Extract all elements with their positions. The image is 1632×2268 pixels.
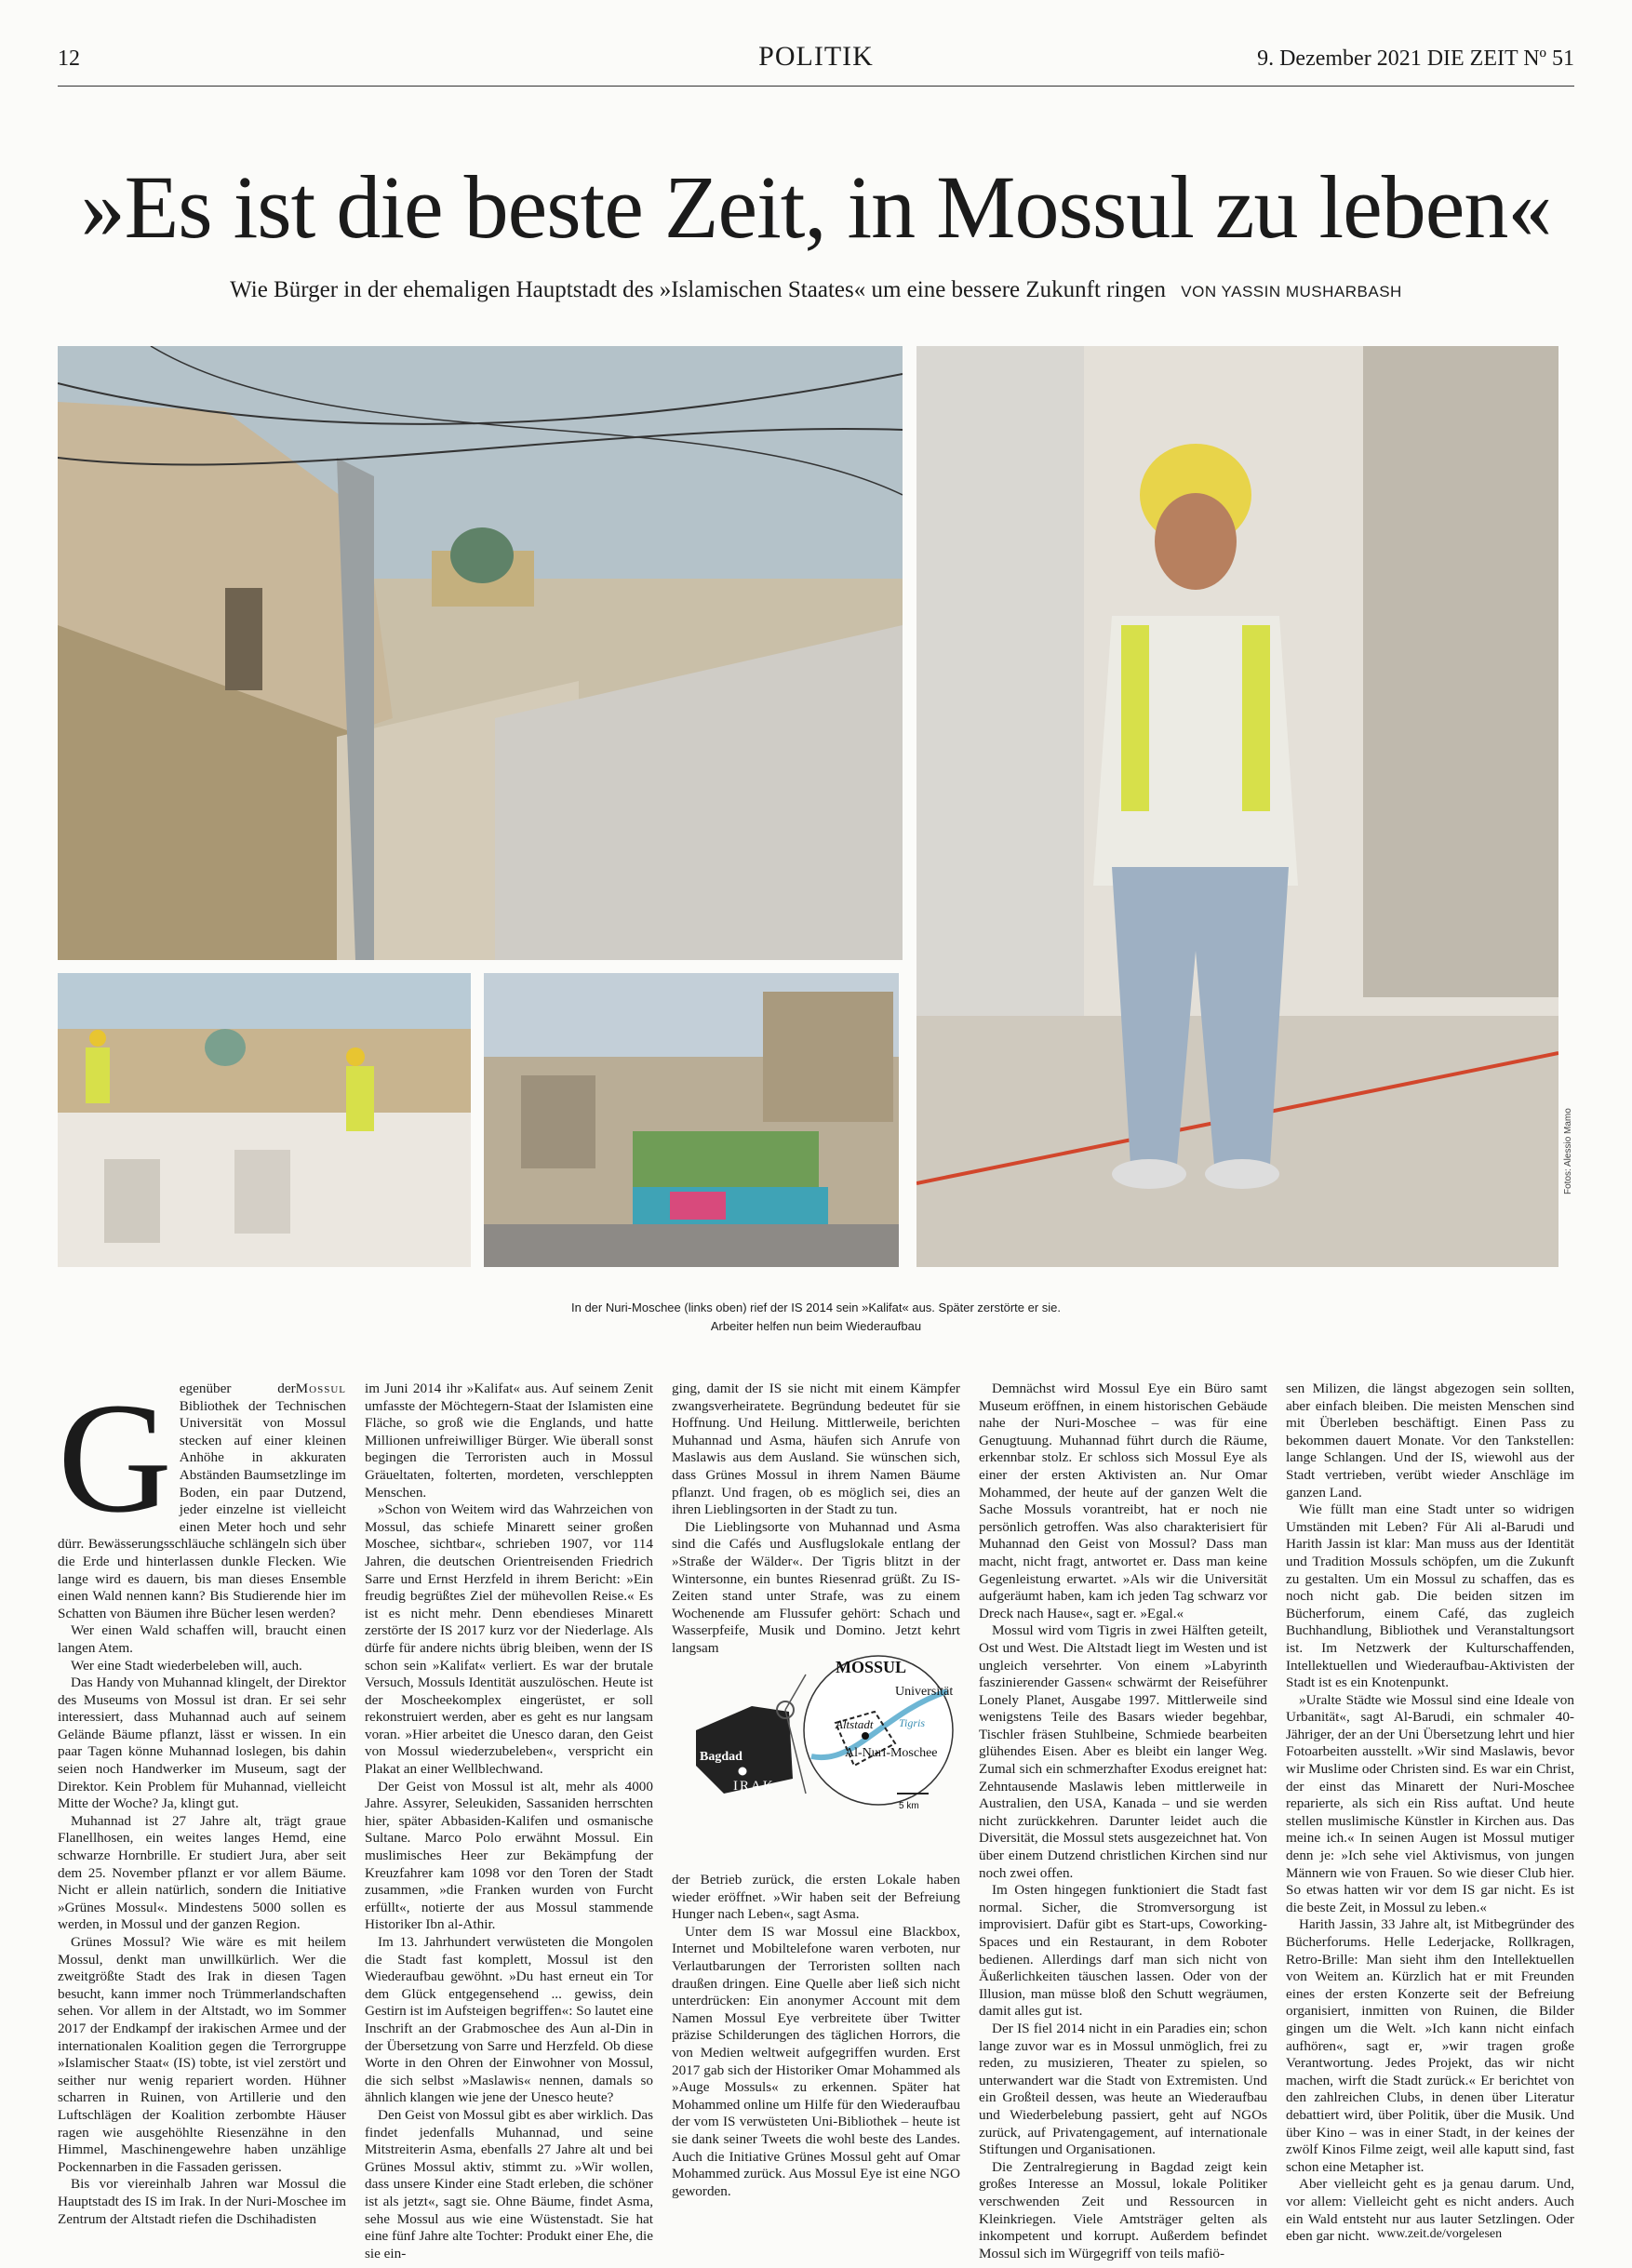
- paragraph: Wer eine Stadt wiederbeleben will, auch.: [71, 1657, 302, 1674]
- paragraph: Der IS fiel 2014 nicht in ein Paradies ein; schon lange zuvor war es in Mossul unmöglich, frei zu reden, zu musizieren, Theater zu spielen, so unterwandert war die Stadt von Extremisten. Und ein Großteil dessen, was heute an Wiederaufbau und Wiederbelebung passiert, geht auf NGOs zurück, auf Privatengagement, auf internationale Stiftungen und Organisationen.: [979, 2020, 1267, 2158]
- paragraph: »Schon von Weitem wird das Wahrzeichen von Mossul, das schiefe Minarett seiner großen Moschee, sichtbar«, schrieben 1907, vor 114 Jahren, die deutschen Orientreisenden Friedrich Sarre und Ernst Herzfeld in ihrem Bericht: »Ein freudig begrüßtes Ziel der mühevollen Reise.« Es ist es nicht mehr. Denn ebendieses Minarett zerstörte der IS 2017 kurz vor der Niederlage. Als dürfe für andere nichts übrig bleiben, wenn der IS schon sein »Kalifat« verliert. Es war der brutale Versuch, Mossuls Identität auszulöschen. Heute ist der Moscheekomplex eingerüstet, er soll rekonstruiert werden, aber es geht es nur langsam voran. »Hier arbeitet die Unesco daran, den Geist von Mossul wiederzubeleben«, verspricht ein Plakat an einer Wellblechwand.: [365, 1501, 653, 1778]
- map-label-capital: Bagdad: [700, 1750, 742, 1764]
- paragraph: Wie füllt man eine Stadt unter so widrigen Umständen mit Leben? Für Ali al-Barudi und Harith Jassin ist klar: Man muss aus der Identität und Tradition Mossuls schöpfen, um die Zukunft zu gestalten. Um ein Mossul zu schaffen, das es noch nicht gab. Die beiden sitzen im Bücherforum, einem Café, das zugleich Buchhandlung, Bibliothek und Veranstaltungsort ist. Im Netzwerk der Kulturschaffenden, Intellektuellen und Wiederaufbau-Aktivisten der Stadt ist es ein Knotenpunkt.: [1286, 1501, 1574, 1691]
- page-number: 12: [58, 47, 80, 71]
- article-column-1: [58, 1370, 347, 2228]
- paragraph: Grünes Mossul? Wie wäre es mit heilem Mossul, denkt man unwillkürlich. Wer die zweitgrößte Stadt des Irak in diesen Tagen besucht, kann immer noch Trümmerlandschaften sehen. Vor allem in der Altstadt, wo im Sommer 2017 der Endkampf der irakischen Armee und der internationalen Koalition gegen die Terrorgruppe »Islamischer Staat« (IS) tobte, ist viel zerstört und seither nur wenig repariert worden. Hühner scharren in Ruinen, von Artillerie und den Luftschlägen der Koalition zerbombte Häuser ragen wie ausgehöhlte Riesenzähne in den Himmel, Maschinengewehre haben unzählige Pockennarben in die Fassaden gerissen.: [58, 1934, 346, 2175]
- article-column-4: [979, 1381, 1267, 2262]
- paragraph: Im Osten hingegen funktioniert die Stadt fast normal. Sicher, die Stromversorgung ist improvisiert. Dafür gibt es Start-ups, Coworking-Spaces und ein Restaurant, in dem Roboter bedienen. Allerdings darf man sich nicht von Äußerlichkeiten täuschen lassen. Oder von der Illusion, man müsse bloß den Schutt wegräumen, damit alles gut ist.: [979, 1882, 1267, 2020]
- article-column-3-top: [672, 1381, 960, 1658]
- paragraph: Aber vielleicht geht es ja genau darum. Und, vor allem: Vielleicht geht es nicht anders. Auch ein Wald entsteht nur aus lauter Setzlingen. Oder eben gar nicht.: [1286, 2176, 1574, 2245]
- paragraph: Wer einen Wald schaffen will, braucht einen langen Atem.: [58, 1622, 346, 1656]
- paragraph: Im 13. Jahrhundert verwüsteten die Mongolen die Stadt fast komplett, Mossul ist den Wiederaufbau gewöhnt. »Du hast erneut ein Tor dem Glück entgegensehend ... gewiss, dein Gestirn ist im Aufsteigen begriffen«: So lautet eine Inschrift an der Grabmoschee des Aun al-Din in der Übersetzung von Sarre und Herzfeld. Ob diese Worte in den Ohren der Einwohner von Mossul, die sich selbst »Maslawis« nennen, damals so ähnlich klangen wie jene der Unesco heute?: [365, 1934, 653, 2106]
- paragraph: »Uralte Städte wie Mossul sind eine Ideale von Urbanität«, sagt Al-Barudi, ein schmaler 40-Jähriger, der an der Uni Übersetzung lehrt und hier Fotoarbeiten ausstellt. »Wir sind Maslawis, bevor wir Muslime oder Christen sind. Es war ein Christ, der einst das Minarett der Nuri-Moschee reparierte, als sich ein Riss auftat. Und heute stellen muslimische Künstler in Kirchen aus. Das meine ich.« In seinen Augen ist Mossul mutiger denn je: »Ich sehe viel Aktivismus, von jungen Männern wie von Frauen. So wie dieser Club hier. So etwas hatten wir vor dem IS gar nicht. Es ist die beste Zeit, in Mossul zu leben.«: [1286, 1691, 1574, 1915]
- locator-map: [696, 1654, 984, 1818]
- header-rule: [58, 86, 1574, 87]
- map-label-mosque: Al-Nuri-Moschee: [845, 1746, 938, 1760]
- paragraph: im Juni 2014 ihr »Kalifat« aus. Auf seinem Zenit umfasste der Möchtegern-Staat der Islamisten eine Fläche, so groß wie die Englands, und hatte Millionen unfreiwilliger Bürger. Wie überall sonst begingen die Terroristen auch in Mossul Gräueltaten, folterten, mordeten, verschleppten Menschen.: [365, 1381, 653, 1501]
- paragraph: Unter dem IS war Mossul eine Blackbox, Internet und Mobiltelefone waren verboten, nur Verlautbarungen der Terroristen sollten nach draußen dringen. Eine Quelle aber ließ sich nicht unterdrücken: Ein anonymer Account mit dem Namen Mossul Eye verbreitete über Twitter präzise Schilderungen des täglichen Horrors, die von Medien weltweit aufgegriffen wurden. Erst 2017 gab sich der Historiker Omar Mohammed als »Auge Mossuls« zu erkennen. Später hat Mohammed online um Hilfe für den Wiederaufbau der vom IS verwüsteten Uni-Bibliothek – heute ist sie dank seiner Tweets die wohl beste des Landes. Auch die Initiative Grünes Mossul geht auf Omar Mohammed zurück. Aus Mossul Eye ist eine NGO geworden.: [672, 1923, 960, 2199]
- drop-cap: G: [58, 1370, 172, 1545]
- paragraph: Demnächst wird Mossul Eye ein Büro samt Museum eröffnen, in einem historischen Gebäude nahe der Nuri-Moschee – was für eine Genugtuung. Muhannad führt durch die Räume, erkennbar stolz. Er schloss sich Mossul Eye als einer der ersten Aktivisten an. Nur Omar Mohammed, der heute auf der ganzen Welt die Sache Mossuls vorantreibt, hat er noch nie persönlich getroffen. Was also charakterisiert für Muhannad den Geist von Mossul? Dass man macht, nicht fragt, antwortet er. Dass man keine Gegenleistung erwartet. »Als wir die Universität aufgeräumt haben, kam ich jeden Tag schwarz vor Dreck nach Hause«, sagt er. »Egal.«: [979, 1381, 1267, 1621]
- paragraph: Das Handy von Muhannad klingelt, der Direktor des Museums von Mossul ist dran. Er sei sehr interessiert, dass Muhannad auch auf seinem Gelände Bäume pflanzt, lässt er wissen. In ein paar Tagen könne Muhannad loslegen, bis dahin seien noch Handwerker im Museum, sagt der Direktor. Kein Problem für Muhannad, vielleicht Mitte der Woche? Ja, klingt gut.: [58, 1674, 346, 1812]
- photo-mosque-ruins: [58, 346, 903, 960]
- paragraph: Den Geist von Mossul gibt es aber wirklich. Das findet jedenfalls Muhannad, und seine Mitstreiterin Asma, ebenfalls 27 Jahre alt und bei Grünes Mossul aktiv, stimmt zu. »Wir wollen, dass unsere Kinder eine Stadt erleben, die schöner ist als jetzt«, sagt sie. Ohne Bäume, findet Asma, sehe Mossul aus wie eine Wüstenstadt. Sie hat eine fünf Jahre alte Tochter: Produkt einer Ehe, die sie ein-: [365, 2106, 653, 2261]
- paragraph: der Betrieb zurück, die ersten Lokale haben wieder eröffnet. »Wir haben seit der Befreiung Hunger nach Leben«, sagt Asma.: [672, 1872, 960, 1923]
- subheadline: [0, 277, 1632, 303]
- paragraph: Mossul wird vom Tigris in zwei Hälften geteilt, Ost und West. Die Altstadt liegt im Westen und ist ungleich versehrter. Von einem »Labyrinth faszinierender Gassen« schwärmt der Reiseführer Lonely Planet, Ausgabe 1997. Mittlerweile sind wenigstens Teile des Basars wieder begehbar, Tischler fräsen Stuhlbeine, Schmiede bearbeiten glühendes Eisen. Aber es bleibt ein langer Weg. Zumal sich ein schmerzhafter Exodus ereignet hat: Zehntausende Maslawis leben mittlerweile in Australien, den USA, Kanada – und sie werden nicht zurückkehren. Darunter leidet auch die Diversität, die Mossul stets ausgezeichnet hat. Von über einem Dutzend christlichen Kirchen sind nur noch zwei offen.: [979, 1622, 1267, 1881]
- map-label-city: MOSSUL: [836, 1658, 907, 1676]
- headline: »Es ist die beste Zeit, in Mossul zu leben«: [80, 157, 1552, 257]
- paragraph: Der Geist von Mossul ist alt, mehr als 4000 Jahre. Assyrer, Seleukiden, Sassaniden herrschten hier, später Abbasiden-Kalifen und osmanische Sultane. Marco Polo erwähnt Mossul. Ein muslimisches Heer zur Bekämpfung der Kreuzfahrer kam 1098 vor den Toren der Stadt zusammen, »die Franken wurden von Furcht erfüllt«, notierte der aus Mossul stammende Historiker Ibn al-Athir.: [365, 1778, 653, 1933]
- section-title: POLITIK: [758, 41, 874, 72]
- map-label-country: IRAK: [733, 1779, 775, 1794]
- photo-credit: Fotos: Alessio Mamo: [1563, 1108, 1573, 1194]
- issue-date: 9. Dezember 2021 DIE ZEIT Nº 51: [1257, 47, 1574, 71]
- paragraph: egenüber der Bibliothek der Technischen Universität von Mossul stecken auf einer kleinen Anhöhe in akkuraten Abständen Baumsetzlinge im Boden, ein paar Dutzend, jeder einzelne ist vielleicht einen Meter hoch und sehr dürr. Bewässerungsschläuche schlängeln sich über die Erde und hinterlassen dunkle Flecken. Wie lange wird es dauern, bis man dieses Ensemble einen Wald nennen kann? Bis Studierende hier im Schatten von Bäumen ihre Bücher lesen werden?: [58, 1381, 346, 1621]
- article-column-2: [365, 1381, 653, 2262]
- photo-caption: In der Nuri-Moschee (links oben) rief der IS 2014 sein »Kalifat« aus. Später zerstörte er sie. Arbeiter helfen nun beim Wiederaufbau: [570, 1301, 1062, 1333]
- paragraph: Harith Jassin, 33 Jahre alt, ist Mitbegründer des Bücherforums. Helle Lederjacke, Rollkragen, Retro-Brille: Man sieht ihm den Intellektuellen von Weitem an. Kürzlich hat er mit Freunden eines der ersten Konzerte seit der Befreiung organisiert, inmitten von Ruinen, die Bilder gingen um die Welt. »Ich kann nicht einfach aufhören«, sagt er, »wir tragen große Verantwortung. Jedes Projekt, das wir nicht machen, wirft die Stadt zurück.« Er berichtet von den zahlreichen Clubs, in denen über Literatur debattiert wird, über Politik, über die Musik. Und über Kino – was in einer Stadt, in der keines der zwölf Kinos Filme zeigt, weil alle kaputt sind, fast schon eine Metapher ist.: [1286, 1916, 1574, 2175]
- paragraph: Die Zentralregierung in Bagdad zeigt kein großes Interesse an Mossul, lokale Politiker verschwenden Zeit und Ressourcen in Kleinkriegen. Viele Amtsträger gelten als inkompetent und korrupt. Außerdem befindet Mossul sich im Würgegriff von teils mafiö-: [979, 2158, 1267, 2261]
- footer-link[interactable]: www.zeit.de/vorgelesen: [1377, 2227, 1503, 2241]
- paragraph: ging, damit der IS sie nicht mit einem Kämpfer zwangsverheiratete. Begründung bedeutet für sie Hoffnung. Und Heilung. Mittlerweile, berichten Muhannad und Asma, häufen sich Anrufe von Maslawis aus dem Ausland. Sie wünschen sich, dass Grünes Mossul in ihrem Namen Bäume pflanzt. Und fragen, ob es möglich sei, dies an ihren Lieblingsorten in der Stadt zu tun.: [672, 1381, 960, 1518]
- map-label-river: Tigris: [899, 1716, 926, 1729]
- article-column-3-bottom: [672, 1872, 960, 2200]
- dateline: Mossul: [295, 1381, 346, 1396]
- photo-market-stall: [484, 973, 899, 1267]
- photo-worker-portrait: [916, 346, 1558, 1267]
- subheadline-text: Wie Bürger in der ehemaligen Hauptstadt des »Islamischen Staates« um eine bessere Zukunft ringen: [230, 277, 1167, 302]
- paragraph: sen Milizen, die längst abgezogen sein sollten, aber einfach bleiben. Die meisten Menschen sind mit Überleben beschäftigt. Einen Pass zu bekommen dauert Monate. Vor den Tankstellen: lange Schlangen. Und der IS, wiewohl aus der Stadt vertrieben, verübt wieder Anschläge im ganzen Land.: [1286, 1381, 1574, 1501]
- paragraph: Bis vor viereinhalb Jahren war Mossul die Hauptstadt des IS im Irak. In der Nuri-Moschee im Zentrum der Altstadt riefen die Dschihadisten: [58, 2176, 347, 2227]
- map-label-oldtown: Altstadt: [836, 1717, 874, 1731]
- photo-workers-rooftop: [58, 973, 471, 1267]
- map-label-university: Universität: [895, 1685, 954, 1699]
- paragraph: Muhannad ist 27 Jahre alt, trägt graue Flanellhosen, ein weites langes Hemd, eine schwarze Hornbrille. Er studiert Jura, aber seit dem 25. November pflanzt er vor allem Bäume. Nicht er allein natürlich, sondern die Initiative »Grünes Mossul«. Mindestens 5000 sollen es werden, in Mossul und der ganzen Region.: [58, 1812, 346, 1933]
- map-label-scale: 5 km: [899, 1801, 919, 1811]
- paragraph: Die Lieblingsorte von Muhannad und Asma sind die Cafés und Ausflugslokale entlang der »Straße der Wälder«. Der Tigris blitzt in der Wintersonne, ein buntes Riesenrad grüßt. Zu IS-Zeiten stand unter Strafe, was zu einem Wochenende am Flussufer gehört: Schach und Wasserpfeife, Musik und Domino. Jetzt kehrt langsam: [672, 1518, 960, 1656]
- article-column-5: [1286, 1381, 1574, 2246]
- byline: VON YASSIN MUSHARBASH: [1181, 283, 1402, 300]
